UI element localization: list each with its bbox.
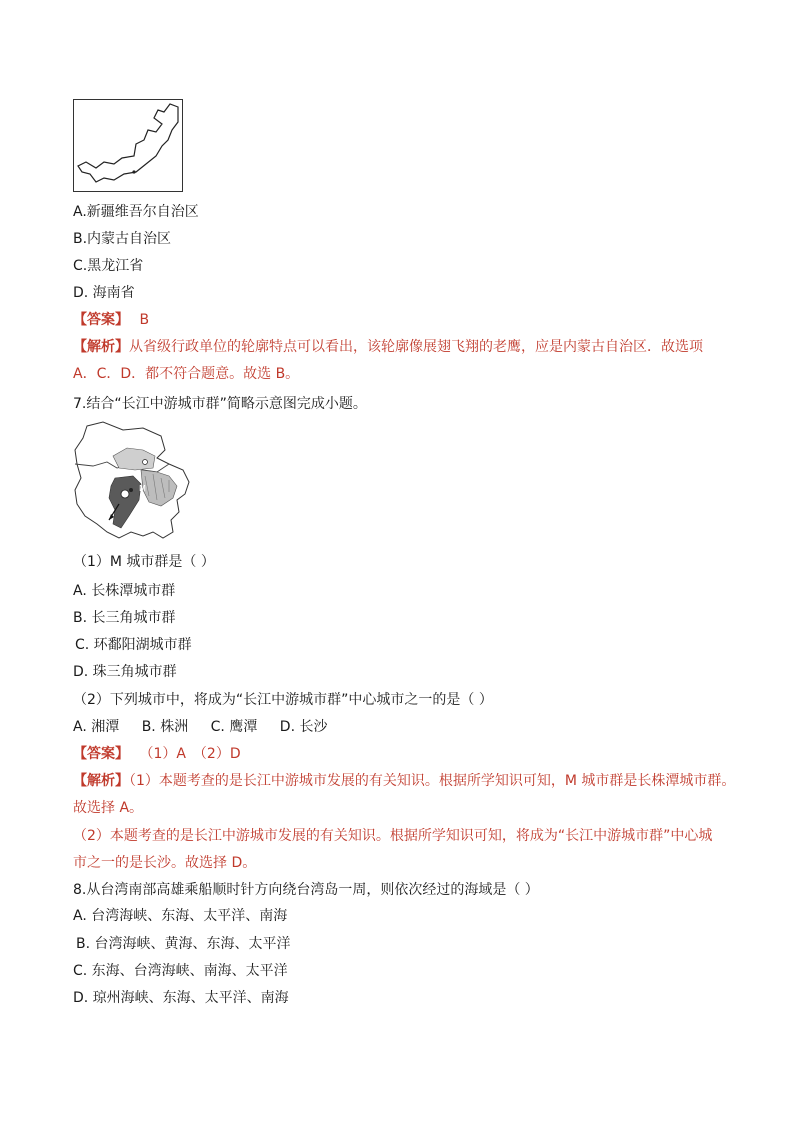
yangtze-middle-city-cluster-map (73, 420, 193, 542)
q7-sub2-option-b[interactable]: B. 株洲 (141, 719, 189, 735)
q7-sub1-option-c[interactable]: C. 环鄱阳湖城市群 (75, 637, 192, 653)
q7-sub1-option-a[interactable]: A. 长株潭城市群 (73, 583, 176, 599)
q6-analysis-line-2: A．C．D．都不符合题意。故选 B。 (73, 366, 300, 382)
q7-answer (73, 744, 241, 764)
q7-analysis-line-4: 市之一的是长沙。故选择 D。 (73, 855, 257, 871)
q8-option-d[interactable]: D. 琼州海峡、东海、太平洋、南海 (73, 990, 289, 1006)
q7-sub1-option-b[interactable]: B. 长三角城市群 (73, 610, 176, 626)
analysis-text: 从省级行政单位的轮廓特点可以看出，该轮廓像展翅飞翔的老鹰，应是内蒙古自治区．故选项 (129, 339, 703, 355)
q8-option-a[interactable]: A. 台湾海峡、东海、太平洋、南海 (73, 908, 288, 924)
q8-stem: 8.从台湾南部高雄乘船顺时针方向绕台湾岛一周，则依次经过的海域是（ ） (73, 882, 539, 898)
q6-option-d[interactable]: D. 海南省 (73, 285, 135, 301)
analysis-text: （1）本题考查的是长江中游城市发展的有关知识。根据所学知识可知，M 城市群是长株潭城市群。 (129, 773, 736, 789)
answer-label: 【答案】 (73, 746, 129, 762)
q7-sub2: （2）下列城市中，将成为“长江中游城市群”中心城市之一的是（ ） (73, 692, 493, 708)
q6-answer (73, 310, 149, 330)
q6-option-c[interactable]: C.黑龙江省 (73, 258, 144, 274)
answer-value: B (139, 312, 150, 328)
answer-value: （1）A （2）D (139, 746, 241, 762)
q6-analysis-line-1 (73, 337, 703, 357)
q7-analysis-line-2: 故选择 A。 (73, 800, 144, 816)
answer-label: 【答案】 (73, 312, 129, 328)
province-outline-figure (73, 99, 183, 192)
q7-sub1: （1）M 城市群是（ ） (73, 554, 215, 570)
q7-sub2-option-d[interactable]: D. 长沙 (279, 719, 328, 735)
q7-analysis-line-3: （2）本题考查的是长江中游城市发展的有关知识。根据所学知识可知，将成为“长江中游城市群”中心城 (73, 828, 713, 844)
q8-option-c[interactable]: C. 东海、台湾海峡、南海、太平洋 (73, 963, 288, 979)
q7-stem: 7.结合“长江中游城市群”简略示意图完成小题。 (73, 396, 367, 412)
analysis-label: 【解析】 (73, 773, 129, 789)
q6-option-a[interactable]: A.新疆维吾尔自治区 (73, 204, 199, 220)
q7-sub2-options (73, 717, 327, 737)
inner-mongolia-outline (74, 100, 182, 191)
q8-option-b[interactable]: B. 台湾海峡、黄海、东海、太平洋 (76, 936, 291, 952)
q7-analysis-line-1 (73, 771, 735, 791)
analysis-label: 【解析】 (73, 339, 129, 355)
q7-sub1-option-d[interactable]: D. 珠三角城市群 (73, 664, 177, 680)
q7-sub2-option-a[interactable]: A. 湘潭 (73, 719, 120, 735)
map-label-m: M (139, 484, 146, 493)
q7-sub2-option-c[interactable]: C. 鹰潭 (210, 719, 258, 735)
q6-option-b[interactable]: B.内蒙古自治区 (73, 231, 172, 247)
